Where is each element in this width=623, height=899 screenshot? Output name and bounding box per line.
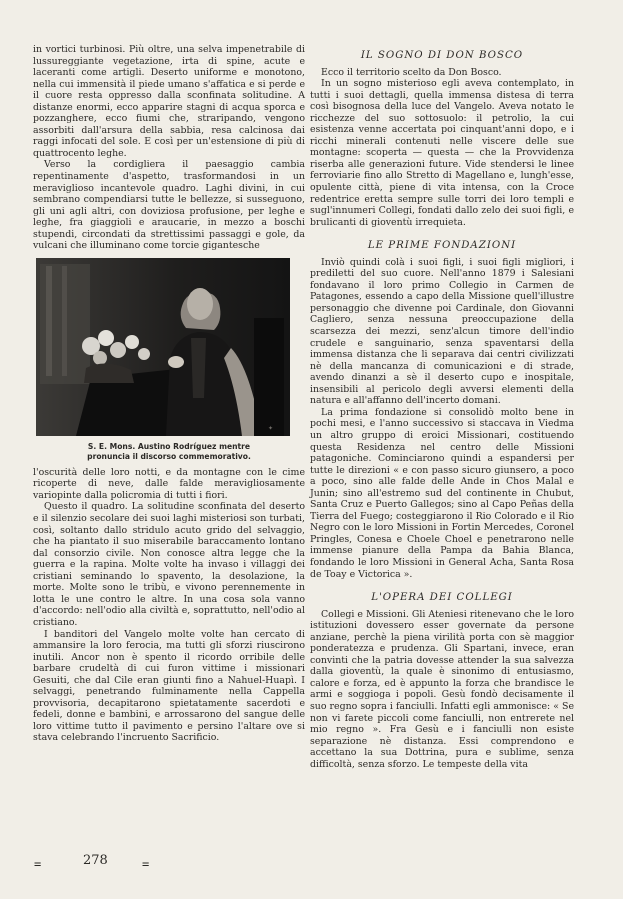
photo-bishop-speaking [36,258,290,436]
caption-line: pronuncia il discorso commemorativo. [87,451,251,461]
body-paragraph: Inviò quindi colà i suoi figli, i suoi figli migliori, i prediletti del suo cuore. Nell'anno 1879 i Salesiani fondavano il loro primo Collegio in Carmen de Patagones, essendo a capo della Missione quell'illustre personaggio che divenne poi Cardinale, don Giovanni Cagliero, senza nessuna preoccupazione della scarsezza dei mezzi, senz'alcun timore dell'indio crudele e sanguinario, senza spaventarsi della immensa distanza che li separava dai centri civilizzati nè della mancanza di comunicazioni e di strade, avendo dinanzi a sè il deserto cupo e inospitale, insensibili al pericolo degli avversi elementi della natura e all'affanno dell'incerto domani. [310,256,574,407]
footer-ornament-right: = [142,857,150,871]
footer-ornament-left: = [34,857,42,871]
svg-text:✦: ✦ [268,424,274,432]
photo-caption [33,442,305,462]
body-paragraph: Verso la cordigliera il paesaggio cambia repentinamente d'aspetto, trasformandosi in un meraviglioso incantevole quadro. Laghi divini, in cui sembrano compendiarsi tutte le bellezze, si susseguono, gli uni agli altri, con doviziosa profusione, per leghe e leghe, fra giaggioli e araucarie, in mezzo a boschi stupendi, circondati da strettissimi passaggi e gole, da vulcani che illuminano come torcie gigantesche [33,159,305,252]
body-paragraph: In un sogno misterioso egli aveva contemplato, in tutti i suoi dettagli, quella immensa distesa di terra così bisognosa della luce del Vangelo. Aveva notato le ricchezze del suo sottosuolo: il petrolio, la cui esistenza venne accertata poi cinquant'anni dopo, e i ricchi minerali contenuti nelle viscere delle sue montagne: scoperta — questa — che la Provvidenza riserba alle generazioni future. Vide stendersi le linee ferroviarie fino allo Stretto di Magellano e, lungh'esse, opulente città, piene di vita intensa, con la Croce redentrice eretta sempre sulle torri dei loro templi e sugl'innumeri Collegi, fondati dallo zelo dei suoi figli, e brulicanti di gioventù irrequieta. [310,78,574,228]
section-title: IL SOGNO DI DON BOSCO [360,50,524,61]
left-column [33,44,305,744]
body-paragraph: l'oscurità delle loro notti, e da montagne con le cime ricoperte di neve, dalle falde meravigliosamente variopinte dalla policromia di tutti i fiori. [33,466,305,501]
page-number: 278 [83,853,108,868]
photo-illustration [36,258,290,436]
body-paragraph: in vortici turbinosi. Più oltre, una selva impenetrabile di lussureggiante vegetazione, irta di spine, acute e laceranti come artigli. Deserto uniforme e monotono, nella cui immensità il piede umano s'affatica e si perde e il cuore resta oppresso dalla sconfinata solitudine. A distanze enormi, ecco apparire stagni di acqua sporca e pozzanghere, ecco fiumi che, straripando, vengono assorbiti dall'arsura della sabbia, resa calcinosa dai raggi infocati del sole. E così per un'estensione di più di quattrocento leghe. [33,44,305,159]
section-title: L'OPERA DEI COLLEGI [371,592,513,604]
body-paragraph: I banditori del Vangelo molte volte han cercato di ammansire la loro ferocia, ma tutti gli sforzi riuscirono inutili. Ancor non è spento il ricordo orribile delle barbare crudeltà di cui furon vittime i missionari Gesuiti, che dal Cile eran giunti fino a Nahuel-Huapì. I selvaggi, penetrando fulminamente nella Cappella provvisoria, decapitarono spietatamente sacerdoti e fedeli, donne e bambini, e arrossarono del sangue delle loro vittime tutto il pavimento e persino l'altare ove si stava celebrando l'incruento Sacrificio. [33,628,305,744]
body-paragraph: Collegi e Missioni. Gli Ateniesi ritenevano che le loro istituzioni dovessero esser governate da persone anziane, perchè la piena virilità porta con sè maggior ponderatezza e prudenza. Gli Spartani, invece, eran convinti che la patria dovesse attender la sua salvezza dalla gioventù, la quale è sinonimo di entusiasmo, calore e forza, ed è appunto la forza che brandisce le armi e soggioga i popoli. Gesù fondò decisamente il suo regno sopra i fanciulli. Infatti egli ammonisce: « Se non vi farete piccoli come fanciulli, non entrerete nel mio regno ». Fra Gesù e i fanciulli non esiste separazione nè distanza. Essi comprendono e accettano la sua Dottrina, pura e sublime, senza difficoltà, senza sforzo. Le tempeste della vita [310,608,574,770]
body-paragraph: Questo il quadro. La solitudine sconfinata del deserto e il silenzio secolare dei suoi laghi misteriosi son turbati, così, soltanto dallo stridulo acuto grido del selvaggio, che ha piantato il suo miserabile baraccamento lontano dal consorzio civile. Non conosce altra legge che la guerra e la rapina. Molte volte ha invaso i villaggi dei cristiani seminando lo spavento, la desolazione, la morte. Molte sono le tribù, e vivono perennemente in lotta le une contro le altre. In una cosa sola vanno d'accordo: nell'odio alla civiltà e, soprattutto, nell'odio al cristiano. [33,501,305,628]
body-paragraph: La prima fondazione si consolidò molto bene in pochi mesi, e l'anno successivo si staccava in Viedma un altro gruppo di eroici Missionari, costituendo questa Residenza nel centro delle Missioni patagoniche. Cominciarono quindi a espandersi per tutte le direzioni « e con passo sicuro giunsero, a poco a poco, sino alle falde delle Ande in Chos Malal e Junin; sino all'estremo sud del continente in Chubut, Santa Cruz e Puerto Gallegos; sino al Capo Peñas della Tierra del Fuego; costeggiarono il Rio Colorado e il Rio Negro con le loro Missioni in Fortin Mercedes, Coronel Pringles, Conesa e Choele Choel e penetrarono nelle immense pianure della Pampa da Bahia Blanca, fondando le loro Missioni in General Acha, Santa Rosa de Toay e Victorica ». [310,406,574,580]
page-footer [34,853,174,873]
right-column [310,50,574,770]
photo-figure [33,258,305,462]
section-title: LE PRIME FONDAZIONI [367,240,517,252]
body-paragraph: Ecco il territorio scelto da Don Bosco. [321,66,502,78]
caption-line: S. E. Mons. Austino Rodríguez mentre [87,441,251,451]
